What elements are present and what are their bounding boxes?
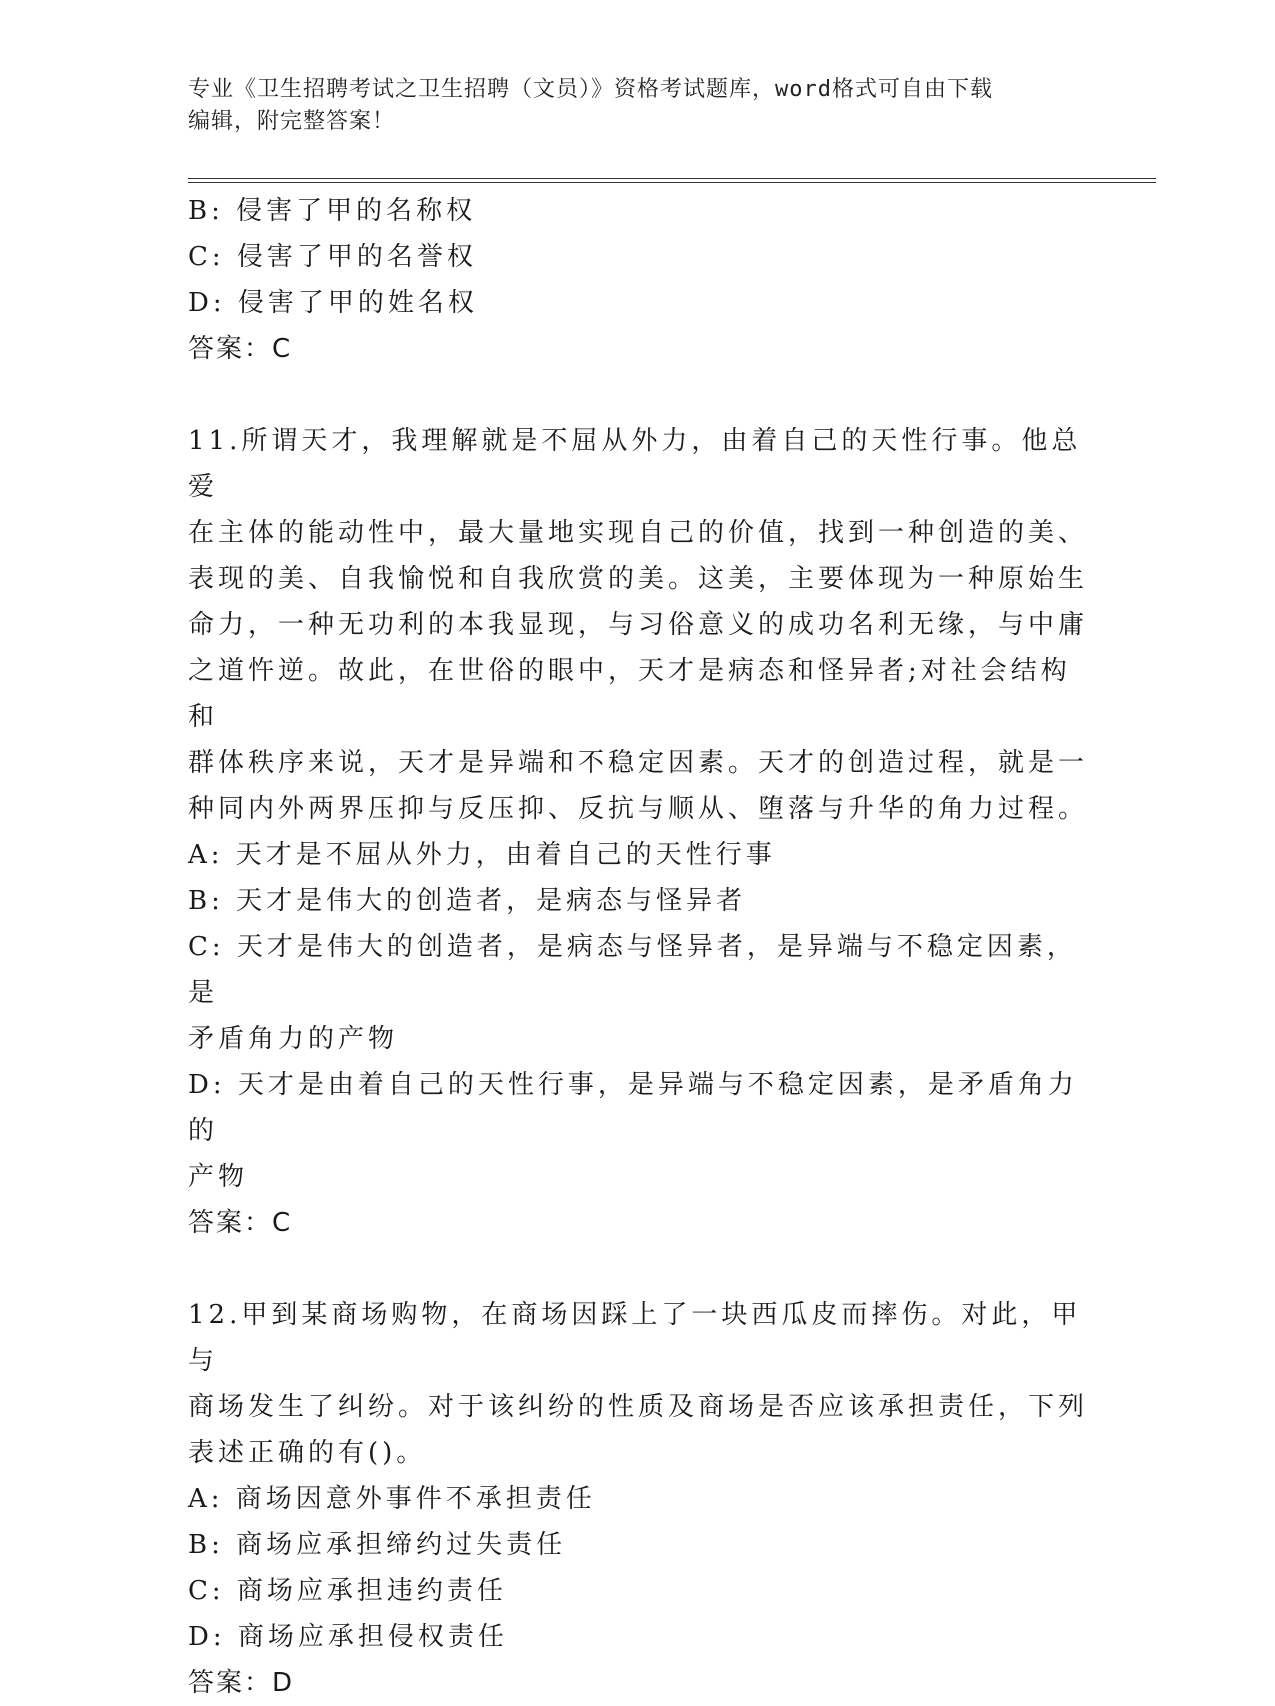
question-stem-line: 表现的美、自我愉悦和自我欣赏的美。这美，主要体现为一种原始生 — [188, 564, 1089, 594]
question-stem-line: 表述正确的有()。 — [188, 1438, 427, 1468]
question-stem-line: 11.所谓天才，我理解就是不屈从外力，由着自己的天性行事。他总爱 — [188, 426, 1082, 502]
question-12 — [188, 1292, 1088, 1706]
option-c: C: 天才是伟大的创造者，是病态与怪异者，是异端与不稳定因素，是 — [188, 932, 1077, 1008]
header-line-1: 专业《卫生招聘考试之卫生招聘（文员）》资格考试题库，word格式可自由下载 — [188, 77, 993, 102]
option-d: D: 商场应承担侵权责任 — [188, 1622, 508, 1652]
question-stem-line: 在主体的能动性中，最大量地实现自己的价值，找到一种创造的美、 — [188, 518, 1089, 548]
option-a: A: 商场因意外事件不承担责任 — [188, 1484, 596, 1514]
option-b: B: 侵害了甲的名称权 — [188, 196, 477, 226]
question-stem-line: 之道忤逆。故此，在世俗的眼中，天才是病态和怪异者;对社会结构和 — [188, 656, 1071, 732]
header-divider — [188, 178, 1156, 183]
question-11 — [188, 418, 1088, 1246]
option-d-continued: 产物 — [188, 1162, 249, 1192]
spacer — [188, 372, 1088, 418]
option-b: B: 商场应承担缔约过失责任 — [188, 1530, 567, 1560]
option-c: C: 侵害了甲的名誉权 — [188, 242, 477, 272]
question-stem-line: 群体秩序来说，天才是异端和不稳定因素。天才的创造过程，就是一 — [188, 748, 1089, 778]
page-header — [188, 74, 1088, 138]
question-stem-line: 12.甲到某商场购物，在商场因踩上了一块西瓜皮而摔伤。对此，甲与 — [188, 1300, 1082, 1376]
option-a: A: 天才是不屈从外力，由着自己的天性行事 — [188, 840, 776, 870]
question-content — [188, 188, 1088, 1706]
spacer — [188, 1246, 1088, 1292]
answer: 答案：D — [188, 1668, 295, 1698]
answer: 答案：C — [188, 1208, 293, 1238]
option-d: D: 天才是由着自己的天性行事，是异端与不稳定因素，是矛盾角力的 — [188, 1070, 1078, 1146]
header-line-2: 编辑，附完整答案！ — [188, 109, 396, 134]
question-10 — [188, 188, 1088, 372]
option-c-continued: 矛盾角力的产物 — [188, 1024, 399, 1054]
option-b: B: 天才是伟大的创造者，是病态与怪异者 — [188, 886, 747, 916]
question-stem-line: 种同内外两界压抑与反压抑、反抗与顺从、堕落与升华的角力过程。 — [188, 794, 1089, 824]
question-stem-line: 商场发生了纠纷。对于该纠纷的性质及商场是否应该承担责任，下列 — [188, 1392, 1089, 1422]
question-stem-line: 命力，一种无功利的本我显现，与习俗意义的成功名利无缘，与中庸 — [188, 610, 1089, 640]
answer: 答案：C — [188, 334, 293, 364]
option-d: D: 侵害了甲的姓名权 — [188, 288, 478, 318]
option-c: C: 商场应承担违约责任 — [188, 1576, 507, 1606]
